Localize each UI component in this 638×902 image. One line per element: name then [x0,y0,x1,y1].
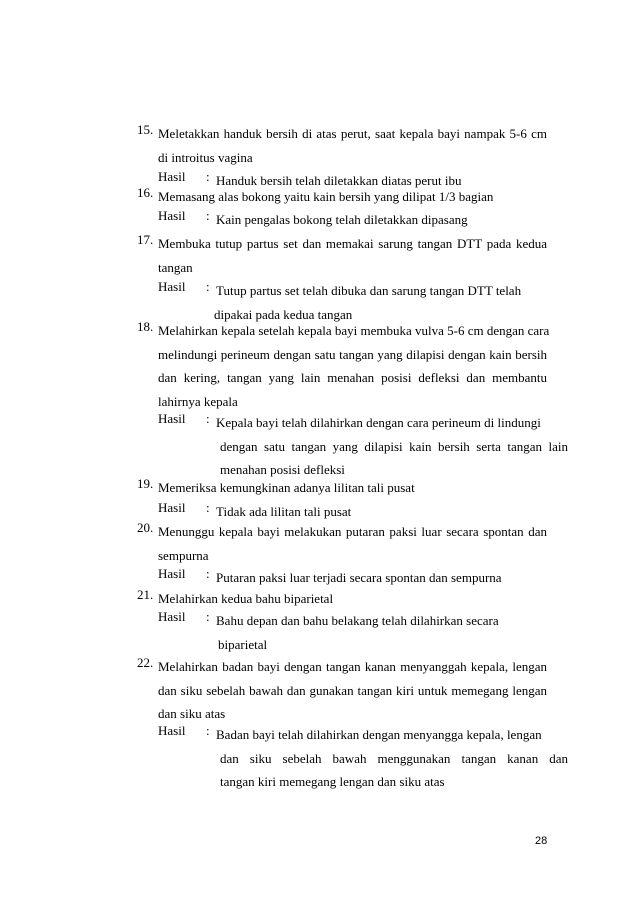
result-text [216,723,568,794]
step-text [158,319,550,413]
result-label: Hasil [158,723,186,738]
result-colon: : [206,169,210,184]
result-line: biparietal [218,636,268,652]
result-text [216,208,568,232]
item-number: 17. [137,232,154,247]
step-line: Membuka tutup partus set dan memakai sarung tangan DTT pada kedua [158,236,547,251]
result-colon: : [206,208,210,223]
step-line: Memeriksa kemungkinan adanya lilitan tali pusat [158,480,415,495]
result-label: Hasil [158,566,186,581]
result-colon: : [206,566,210,581]
result-colon: : [206,723,210,738]
result-colon: : [206,279,210,294]
step-line: dan siku atas [158,706,226,721]
result-line: dengan satu tangan yang dilapisi kain bersih serta tangan lain [220,438,568,454]
item-number: 18. [137,319,154,334]
result-colon: : [206,411,210,426]
step-line: Meletakkan handuk bersih di atas perut, saat kepala bayi nampak 5-6 cm [158,126,547,141]
result-line: Handuk bersih telah diletakkan diatas perut ibu [216,173,462,188]
result-line: Kepala bayi telah dilahirkan dengan cara perineum di lindungi [216,415,541,430]
result-text [216,566,568,590]
result-label: Hasil [158,169,186,184]
step-line: dan kering, tangan yang lain menahan posisi defleksi dan membantu [158,370,547,385]
step-text [158,185,547,209]
result-line: dan siku sebelah bawah menggunakan tangan kanan dan [220,750,568,766]
result-line: Badan bayi telah dilahirkan dengan menyangga kepala, lengan [216,727,542,742]
step-text [158,587,547,611]
item-number: 16. [137,185,154,200]
result-label: Hasil [158,208,186,223]
result-text [216,609,568,656]
result-label: Hasil [158,609,186,624]
step-line: lahirnya kepala [158,393,238,409]
result-text [216,411,568,482]
step-text [158,232,547,279]
result-line: tangan kiri memegang lengan dan siku atas [220,774,445,789]
result-label: Hasil [158,500,186,515]
step-text [158,122,547,169]
step-line: melindungi perineum dengan satu tangan yang dilapisi dengan kain bersih [158,346,547,362]
result-label: Hasil [158,411,186,426]
step-text [158,655,547,726]
item-number: 19. [137,476,154,491]
step-text [158,476,547,500]
result-line: dipakai pada kedua tangan [214,306,353,322]
item-number: 15. [137,122,154,137]
page-number: 28 [535,835,548,847]
result-label: Hasil [158,279,186,294]
result-colon: : [206,609,210,624]
step-line: di introitus vagina [158,149,253,165]
result-line: Kain pengalas bokong telah diletakkan dipasang [216,212,468,227]
step-line: Melahirkan kedua bahu biparietal [158,591,334,606]
step-text [158,520,547,567]
step-line: tangan [158,259,193,275]
item-number: 21. [137,587,154,602]
step-line: dan siku sebelah bawah dan gunakan tangan kiri untuk memegang lengan [158,682,547,698]
step-line: Melahirkan badan bayi dengan tangan kanan menyanggah kepala, lengan [158,659,547,674]
step-line: Menunggu kepala bayi melakukan putaran paksi luar secara spontan dan [158,524,547,539]
result-line: Bahu depan dan bahu belakang telah dilahirkan secara [216,613,499,628]
step-line: sempurna [158,547,209,563]
result-line: Tutup partus set telah dibuka dan sarung tangan DTT telah [216,283,522,298]
step-line: Melahirkan kepala setelah kepala bayi membuka vulva 5-6 cm dengan cara [158,323,550,338]
result-line: Putaran paksi luar terjadi secara spontan dan sempurna [216,570,502,585]
result-line: menahan posisi defleksi [220,462,345,477]
result-colon: : [206,500,210,515]
item-number: 22. [137,655,154,670]
step-line: Memasang alas bokong yaitu kain bersih yang dilipat 1/3 bagian [158,189,494,204]
result-line: Tidak ada lilitan tali pusat [216,504,352,519]
item-number: 20. [137,520,154,535]
